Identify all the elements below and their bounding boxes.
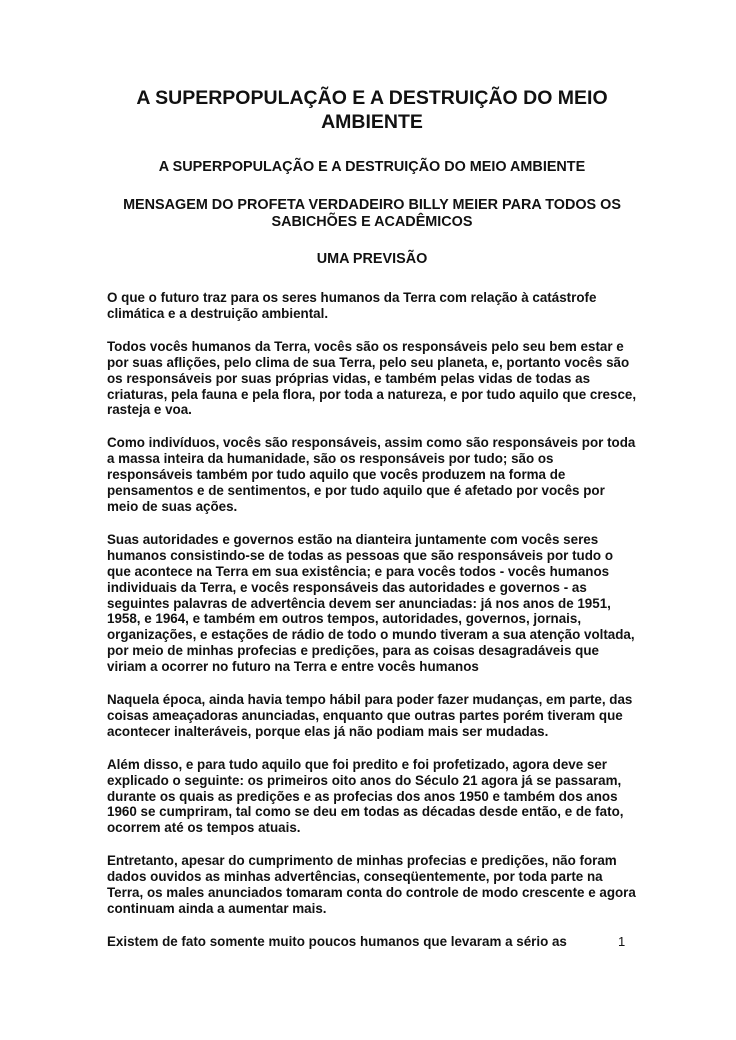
paragraph-3: Como indivíduos, vocês são responsáveis, assim como são responsáveis por toda a massa inteira da humanidade, são os responsáveis por tudo; são os responsáveis também por tudo aquilo que vocês produzem na forma de pensamentos e de sentimentos, e por tudo aquilo que é afetado por vocês por meio de suas ações. [107, 435, 636, 514]
paragraph-1: O que o futuro traz para os seres humanos da Terra com relação à catástrofe climática e a destruição ambiental. [107, 290, 597, 321]
message-heading: MENSAGEM DO PROFETA VERDADEIRO BILLY MEIER PARA TODOS OS SABICHÕES E ACADÊMICOS [123, 197, 621, 230]
paragraph-4: Suas autoridades e governos estão na dianteira juntamente com vocês seres humanos consistindo-se de todas as pessoas que são responsáveis por tudo o que acontece na Terra em sua existência; e para vocês todos - vocês humanos individuais da Terra, e vocês responsáveis das autoridades e governos - as seguintes palavras de advertência devem ser anunciadas: já nos anos de 1951, 1958, e 1964, e também em outros tempos, autoridades, governos, jornais, organizações, e estações de rádio de todo o mundo tiveram a sua atenção voltada, por meio de minhas profecias e predições, para as coisas desagradáveis que viriam a ocorrer no futuro na Terra e entre vocês humanos [107, 531, 635, 675]
page-content [107, 86, 637, 950]
section-heading: UMA PREVISÃO [316, 251, 428, 267]
paragraph-6: Além disso, e para tudo aquilo que foi predito e foi profetizado, agora deve ser explicado o seguinte: os primeiros oito anos do Século 21 agora já se passaram, durante os quais as predições e as profecias dos anos 1950 e também dos anos 1960 se cumpriram, tal como se deu em todas as décadas desde então, e de fato, ocorrem até os tempos atuais. [107, 756, 624, 836]
paragraph-8: Existem de fato somente muito poucos humanos que levaram a sério as [107, 933, 567, 949]
page-number: 1 [618, 934, 626, 949]
document-subtitle: A SUPERPOPULAÇÃO E A DESTRUIÇÃO DO MEIO AMBIENTE [158, 159, 586, 175]
paragraph-2: Todos vocês humanos da Terra, vocês são os responsáveis pelo seu bem estar e por suas aflições, pelo clima de sua Terra, pelo seu planeta, e, portanto vocês são os responsáveis por suas próprias vidas, e também pelas vidas de todas as criaturas, pela fauna e pela flora, por toda a natureza, e por tudo aquilo que cresce, rasteja e voa. [107, 338, 637, 418]
paragraph-5: Naquela época, ainda havia tempo hábil para poder fazer mudanças, em parte, das coisas ameaçadoras anunciadas, enquanto que outras partes porém tiveram que acontecer inalteráveis, porque elas já não podiam mais ser mudadas. [107, 692, 633, 739]
document-title: A SUPERPOPULAÇÃO E A DESTRUIÇÃO DO MEIO AMBIENTE [136, 87, 608, 133]
paragraph-7: Entretanto, apesar do cumprimento de minhas profecias e predições, não foram dados ouvidos as minhas advertências, conseqüentemente, por toda parte na Terra, os males anunciados tomaram conta do controle de modo crescente e agora continuam ainda a aumentar mais. [107, 853, 636, 916]
